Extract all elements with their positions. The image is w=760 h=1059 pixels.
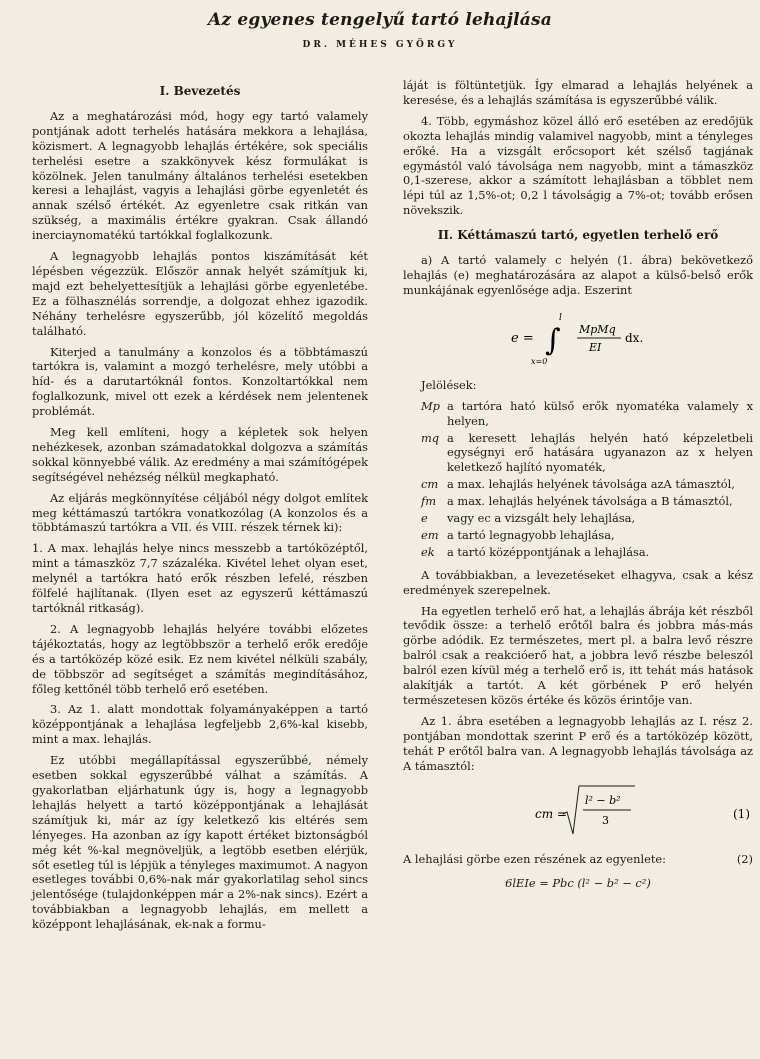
section-title-intro: I. Bevezetés <box>159 84 241 98</box>
symbol: mq <box>421 430 440 445</box>
equation-cm <box>403 780 753 842</box>
symbol: Mp <box>421 398 440 413</box>
left-column <box>32 80 368 938</box>
paragraph: Meg kell említeni, hogy a képletek sok helyen nehézkesek, azonban számadatokkal dolgozva a számítás sokkal könnyebbé válik. Az eredmény a mai számítógépek segítségével nehézség nélkül megkapható. <box>32 425 368 484</box>
eq2-numerator: l² − b² <box>585 793 621 807</box>
symbol-definition: a max. lehajlás helyének távolsága azA támasztól, <box>447 477 735 492</box>
symbol: cm <box>421 477 439 492</box>
integral-sign-icon: ∫ <box>545 322 561 358</box>
symbol-row <box>403 399 753 429</box>
eq1-denominator: EI <box>589 340 602 354</box>
symbol-row <box>403 431 753 476</box>
equation-intro-text: A lehajlási görbe ezen részének az egyenlete: <box>403 851 666 866</box>
symbol-definition: a tartó legnagyobb lehajlása, <box>447 527 615 542</box>
symbol-definition: a tartó középpontjának a lehajlása. <box>447 544 650 559</box>
eq2-denominator: 3 <box>602 813 609 827</box>
article-title: Az egyenes tengelyű tartó lehajlása <box>208 10 552 30</box>
paragraph: 4. Több, egymáshoz közel álló erő esetében az eredőjük okozta lehajlás mindig valamivel nagyobb, mint a tényleges erőké. Ha a vizsgált erőcsoport két szélső tagjának egymástól való távolsága nem nagyobb, mint a támaszköz 0,1-szerese, akkor a számított lehajlásban a többlet nem lépi túl az 1,5%-ot; 0,2 l távolságig a 7%-ot; tovább erősen növekszik. <box>403 113 753 218</box>
eq2-number: (1) <box>733 806 750 821</box>
symbol-row <box>403 528 753 543</box>
paragraph: láját is föltüntetjük. Így elmarad a lehajlás helyének a keresése, és a lehajlás számítása is egyszerűbbé válik. <box>403 78 753 107</box>
symbol-list <box>403 399 753 560</box>
paragraph: 1. A max. lehajlás helye nincs messzebb a tartóközéptől, mint a támaszköz 7,7 százaléka. Kivétel lehet olyan eset, melynél a tartókra ható erők részben lefelé, részben fölfelé hajlítanak. (Ilyen eset az egyszerű kéttámaszú tartóknál ritkaság). <box>32 541 368 615</box>
paragraph: A legnagyobb lehajlás pontos kiszámítását két lépésben végezzük. Először annak helyét számítjuk ki, majd ezt behelyettesítjük a lehajlási görbe egyenletébe. Ez a fölhasznélás sorrendje, a dolgozat ehhez igazodik. Néhány terhelésre egyszerűbb, jól közelítő megoldás található. <box>32 249 368 338</box>
paragraph: Ha egyetlen terhelő erő hat, a lehajlás ábrája két részből tevődik össze: a terhelő erőtől balra és jobbra más-más görbe adódik. Ez természetes, mert pl. a balra levő részre balról csak a reakcióerő hat, a jobbra levő részbe beleszól balról ezen kívül még a terhelő erő is, itt tehát más hatások alakítják a tartót. A két görbének P erő helyén természetesen közös értéke és közös érintője van. <box>403 603 753 707</box>
symbol-row <box>403 545 753 560</box>
notation-label: Jelölések: <box>421 377 477 392</box>
paragraph: 3. Az 1. alatt mondottak folyamányaképpen a tartó középpontjának a lehajlása legfeljebb 2,6%-kal kisebb, mint a max. lehajlás. <box>32 702 368 747</box>
equation-deflection: 6lEIe = Pbc (l² − b² − c²) <box>505 876 651 891</box>
eq1-lower: x=0 <box>531 356 548 366</box>
equation-number: (2) <box>736 851 753 866</box>
paragraph: Az 1. ábra esetében a legnagyobb lehajlás az I. rész 2. pontjában mondottak szerint P erő és a tartóközép között, tehát P erőtől balra van. A legnagyobb lehajlás távolsága az A támasztól: <box>403 713 753 773</box>
eq1-numerator: MpMq <box>579 322 616 336</box>
equation-integral-svg <box>403 306 753 368</box>
paragraph: 2. A legnagyobb lehajlás helyére további előzetes tájékoztatás, hogy az legtöbbször a terhelő erők eredője és a tartóközép közé esik. Ez nem kivétel nélküli szabály, de többször ad segítséget a számítás megindításához, főleg kettőnél több terhelő erő esetében. <box>32 621 368 696</box>
symbol-row <box>403 494 753 509</box>
eq1-tail: dx. <box>625 330 644 345</box>
symbol-definition: a keresett lehajlás helyén ható képzeletbeli egységnyi erő hatására ugyanazon az x helyen keletkező hajlító nyomaték, <box>447 430 753 475</box>
eq2-lhs: cm = <box>535 806 567 821</box>
symbol: ek <box>421 544 435 559</box>
paragraph: A továbbiakban, a levezetéseket elhagyva, csak a kész eredmények szerepelnek. <box>403 567 753 597</box>
paragraph: Ez utóbbi megállapítással egyszerűbbé, némely esetben sokkal egyszerűbbé válhat a számítás. A gyakorlatban eljárhatunk úgy is, hogy a legnagyobb lehajlás helyett a tartó középpontjának a lehajlását számítjuk ki, már az így keletkező kis eltérés sem lényeges. Ha azonban az így kapott értéket biztonságból még két %-kal megnöveljük, a legtöbb esetben elérjük, sőt esetleg túl is lépjük a tényleges maximumot. A nagyon esetleges további 0,6%-nak már gyakorlatilag sehol sincs jelentősége (tulajdonképpen már a 2%-nak sincs). Ezért a továbbiakban a legnagyobb lehajlás, em mellett a középpont lehajlásának, ek-nak a formu- <box>32 753 369 932</box>
equation-integral <box>403 306 753 368</box>
article-author: DR. MÉHES GYÖRGY <box>302 40 458 50</box>
paragraph: Az a meghatározási mód, hogy egy tartó valamely pontjának adott terhelés hatására mekkora a lehajlása, közismert. A legnagyobb lehajlás értékére, sok speciális terhelési esetre a szakkönyvek kész formulákat is közölnek. Jelen tanulmány általános terhelési esetekben keresi a lehajlást, vagyis a lehajlási görbe egyenletét és annak szélső értékét. Az egyenletre csak ritkán van szükség, a maximális értékre gyakran. Csak állandó inerciaynomatékú tartókkal foglalkozunk. <box>32 108 368 243</box>
symbol-definition: vagy ec a vizsgált hely lehajlása, <box>447 511 636 526</box>
paragraph: Kiterjed a tanulmány a konzolos és a többtámaszú tartókra is, valamint a mozgó terhelésre, mely utóbbi a híd- és a darutartóknál fontos. Konzoltartókkal nem foglalkozunk, mivel ott ezek a kérdések nem jelentenek problémát. <box>32 344 368 419</box>
paragraph: Az eljárás megkönnyítése céljából négy dolgot említek meg kéttámaszú tartókra vonatkozólag (A konzolos és a többtámaszú tartókra a VII. és VIII. részek térnek ki): <box>32 490 368 535</box>
symbol-definition: a max. lehajlás helyének távolsága a B támasztól, <box>447 494 733 509</box>
section-title-two-support: II. Kéttámaszú tartó, egyetlen terhelő erő <box>437 228 719 243</box>
symbol: em <box>421 527 439 542</box>
equation-cm-svg <box>403 780 753 842</box>
symbol-definition: a tartóra ható külső erők nyomatéka valamely x helyen, <box>447 398 753 428</box>
right-column <box>403 78 753 891</box>
eq1-upper: l <box>559 312 562 323</box>
eq1-lhs: e = <box>511 330 534 346</box>
symbol-row <box>403 511 753 526</box>
symbol: e <box>421 511 428 526</box>
symbol-row <box>403 477 753 492</box>
equation-intro-line <box>403 852 753 867</box>
paragraph: a) A tartó valamely c helyén (1. ábra) bekövetkező lehajlás (e) meghatározására az alapot a külső-belső erők munkájának egyenlősége adja. Eszerint <box>403 253 753 297</box>
symbol: fm <box>421 494 437 509</box>
